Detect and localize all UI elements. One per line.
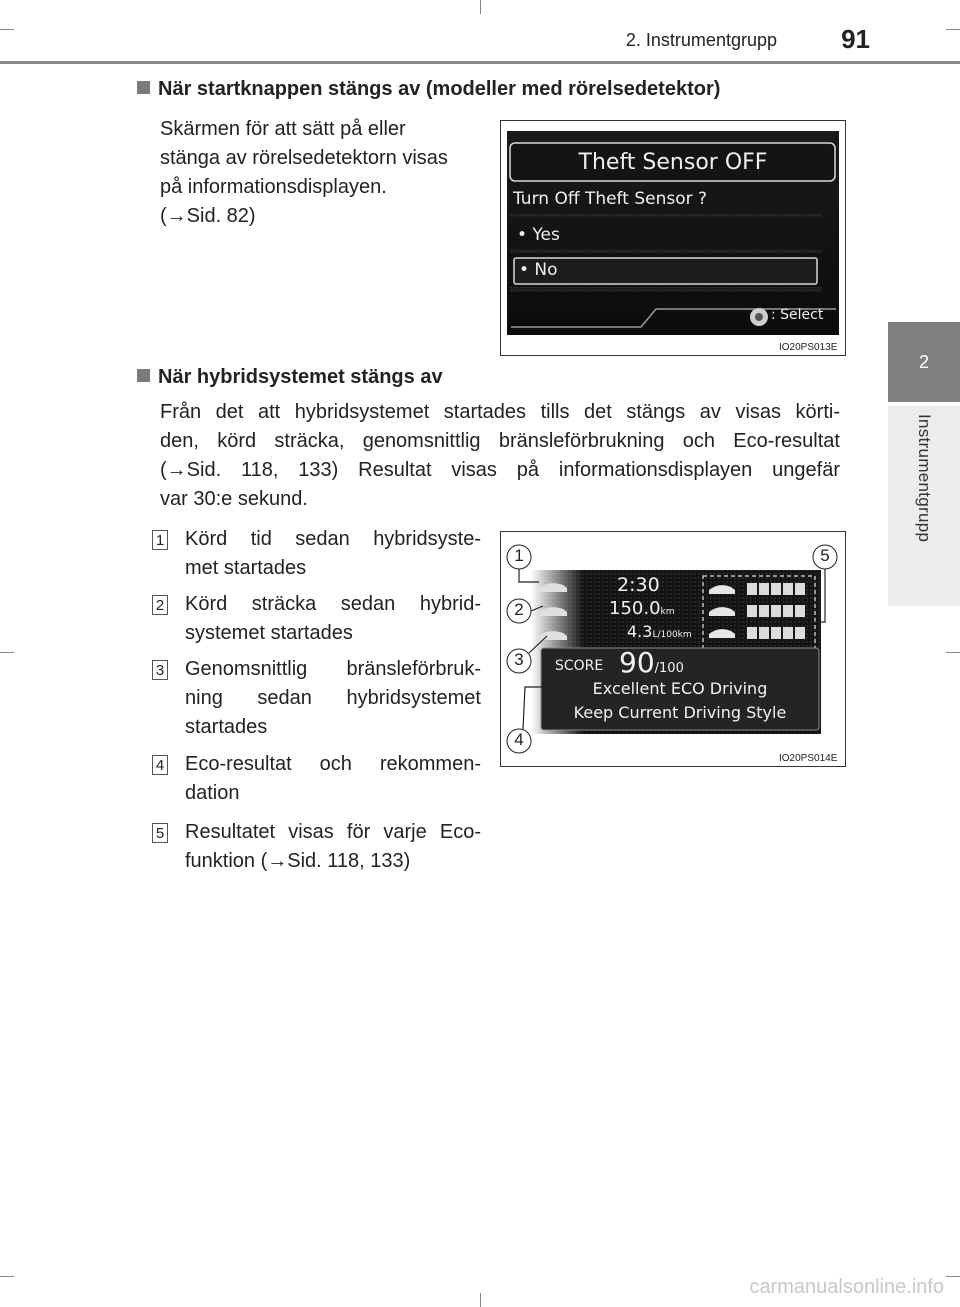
display-question: Turn Off Theft Sensor ?: [513, 189, 708, 209]
text-line: funktion (→Sid. 118, 133): [185, 850, 411, 872]
eco-message-1: Excellent ECO Driving: [592, 679, 768, 698]
crop-mark: [946, 652, 960, 653]
list-item: [185, 750, 481, 808]
text-line: systemet startades: [185, 622, 353, 644]
crop-mark: [0, 1276, 14, 1277]
square-bullet-icon: [137, 81, 150, 94]
list-item: [185, 525, 481, 583]
trip-distance: [609, 598, 675, 619]
distance-unit: km: [660, 607, 675, 617]
score: [619, 646, 684, 679]
list-item: [185, 655, 481, 742]
crop-mark: [946, 1276, 960, 1277]
crop-mark: [480, 1293, 481, 1307]
text-line: dation: [185, 782, 240, 804]
score-value: 90: [619, 646, 655, 679]
header-title: 2. Instrumentgrupp: [625, 30, 777, 50]
fuel-unit: L/100km: [652, 630, 692, 640]
figure-theft-sensor: [500, 120, 846, 356]
text-line: Från det att hybridsystemet startades tills det stängs av visas körti-: [160, 401, 840, 423]
trip-time: 2:30: [617, 574, 660, 596]
list-item: [185, 590, 481, 648]
text-line: Skärmen för att sätt på eller: [160, 118, 406, 140]
chapter-label: Instrumentgrupp: [915, 414, 934, 543]
header-rule: [0, 61, 960, 64]
option-yes[interactable]: • Yes: [517, 225, 560, 245]
callout-4: 4: [514, 730, 524, 749]
figure-code: IO20PS014E: [779, 753, 838, 764]
crop-mark: [0, 29, 14, 30]
item-number-2: 2: [152, 595, 168, 615]
text-line: var 30:e sekund.: [160, 488, 308, 510]
item-number-3: 3: [152, 660, 168, 680]
text-line: Genomsnittlig bränsleförbruk-: [185, 658, 481, 680]
text-line: Resultatet visas för varje Eco-: [185, 821, 481, 843]
figure-code: IO20PS013E: [779, 342, 838, 353]
text-line: stänga av rörelsedetektorn visas: [160, 147, 448, 169]
distance-value: 150.0: [609, 598, 661, 619]
section-heading-text: När hybridsystemet stängs av: [158, 366, 443, 388]
section-heading-text: När startknappen stängs av (modeller med rörelsedetektor): [158, 78, 721, 100]
text-line: Körd sträcka sedan hybrid-: [185, 593, 481, 615]
callout-5: 5: [820, 546, 830, 565]
crop-mark: [0, 652, 14, 653]
select-hint: : Select: [771, 307, 824, 323]
section-heading-start-button: [137, 78, 857, 101]
crop-mark: [946, 29, 960, 30]
score-max: /100: [654, 661, 684, 676]
score-label: SCORE: [555, 658, 604, 674]
chapter-tab-label[interactable]: [888, 406, 960, 606]
text-line: på informationsdisplayen.: [160, 176, 387, 198]
list-item: [185, 818, 481, 876]
text-line: (→Sid. 118, 133) Resultat visas på informationsdisplayen ungefär: [160, 459, 840, 481]
chapter-tab-number[interactable]: [888, 322, 960, 402]
text-line: ning sedan hybridsystemet: [185, 687, 481, 709]
trip-fuel: [627, 622, 692, 641]
figure-eco-result: [500, 531, 846, 767]
section-heading-hybrid-off: [137, 366, 737, 389]
watermark[interactable]: carmanualsonline.info: [749, 1276, 944, 1298]
item-number-5: 5: [152, 823, 168, 843]
callout-1: 1: [514, 546, 524, 565]
item-number-4: 4: [152, 755, 168, 775]
page-reference: (→Sid. 82): [160, 205, 256, 227]
chapter-number: 2: [918, 351, 929, 372]
text-line: den, körd sträcka, genomsnittlig bränsleförbrukning och Eco-resultat: [160, 430, 840, 452]
section1-body: [160, 115, 490, 231]
item-number-1: 1: [152, 530, 168, 550]
text-line: met startades: [185, 557, 307, 579]
text-line: startades: [185, 716, 268, 738]
crop-mark: [480, 0, 481, 14]
section2-paragraph: [160, 398, 840, 514]
square-bullet-icon: [137, 369, 150, 382]
text-line: Eco-resultat och rekommen-: [185, 753, 481, 775]
eco-message-2: Keep Current Driving Style: [573, 703, 787, 722]
callout-2: 2: [514, 600, 524, 619]
callout-3: 3: [514, 650, 524, 669]
display-title: Theft Sensor OFF: [578, 150, 768, 175]
option-no[interactable]: • No: [519, 260, 558, 280]
fuel-value: 4.3: [627, 622, 653, 641]
page-number: 91: [841, 24, 870, 54]
text-line: Körd tid sedan hybridsyste-: [185, 528, 481, 550]
